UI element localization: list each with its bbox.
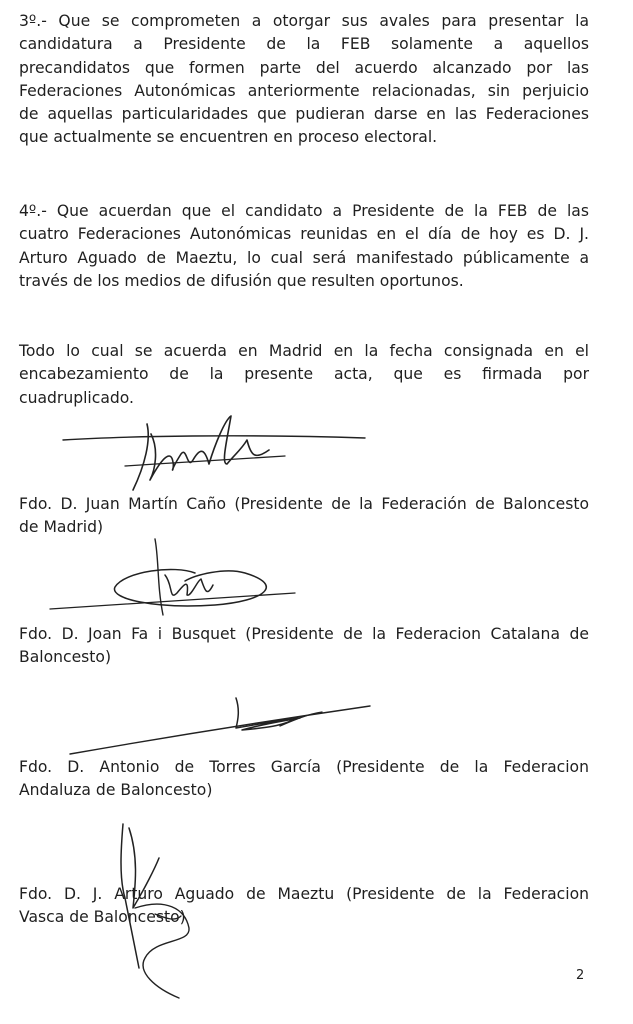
text-line: cuadruplicado. <box>19 388 135 407</box>
clause-3-paragraph <box>19 10 589 150</box>
text-line: través de los medios de difusión que resulten oportunos. <box>19 271 464 290</box>
signatory-2 <box>19 623 589 670</box>
signatory-3 <box>19 756 589 803</box>
clause-4-paragraph <box>19 200 589 293</box>
signatory-line: Andaluza de Baloncesto) <box>19 781 213 800</box>
closing-paragraph <box>19 340 589 410</box>
handwritten-signature-2 <box>45 535 305 620</box>
signatory-1 <box>19 493 589 540</box>
signatory-line: de Madrid) <box>19 518 104 537</box>
signatory-4 <box>19 883 589 930</box>
handwritten-signature-1 <box>55 410 375 495</box>
text-line: de aquellas particularidades que pudieran darse en las Federaciones <box>19 105 589 124</box>
text-line: precandidatos que formen parte del acuerdo alcanzado por las <box>19 58 589 77</box>
text-line: Arturo Aguado de Maeztu, lo cual será manifestado públicamente a <box>19 248 589 267</box>
handwritten-signature-3 <box>60 690 380 765</box>
text-line: que actualmente se encuentren en proceso electoral. <box>19 128 438 147</box>
page-number: 2 <box>576 968 585 983</box>
signatory-line: Fdo. D. J. Arturo Aguado de Maeztu (Presidente de la Federacion <box>19 885 589 903</box>
signatory-line: Baloncesto) <box>19 648 112 667</box>
text-line: 3º.- Que se comprometen a otorgar sus avales para presentar la <box>19 12 589 30</box>
text-line: 4º.- Que acuerdan que el candidato a Presidente de la FEB de las <box>19 202 589 220</box>
text-line: Todo lo cual se acuerda en Madrid en la fecha consignada en el <box>19 342 589 360</box>
text-line: candidatura a Presidente de la FEB solamente a aquellos <box>19 35 589 54</box>
text-line: encabezamiento de la presente acta, que es firmada por <box>19 365 589 384</box>
signatory-line: Fdo. D. Joan Fa i Busquet (Presidente de la Federacion Catalana de <box>19 625 589 643</box>
signatory-line: Vasca de Baloncesto) <box>19 908 186 927</box>
text-line: Federaciones Autonómicas anteriormente relacionadas, sin perjuicio <box>19 81 589 100</box>
text-line: cuatro Federaciones Autonómicas reunidas en el día de hoy es D. J. <box>19 225 589 244</box>
signatory-line: Fdo. D. Antonio de Torres García (Presidente de la Federacion <box>19 758 589 776</box>
signatory-line: Fdo. D. Juan Martín Caño (Presidente de la Federación de Baloncesto <box>19 495 589 513</box>
